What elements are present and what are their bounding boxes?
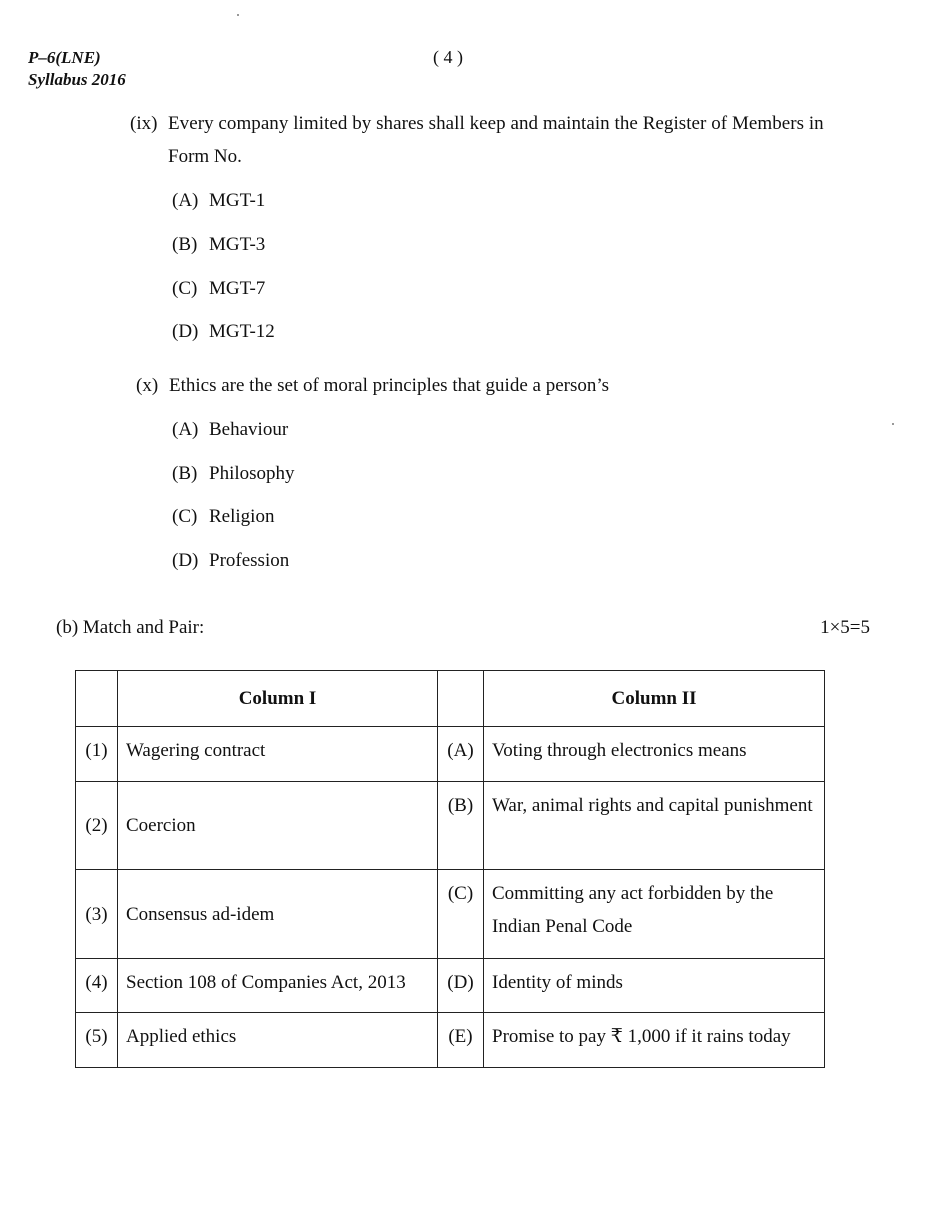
column1-cell: Consensus ad-idem xyxy=(118,870,438,959)
question-number: (x) xyxy=(136,375,159,396)
option-d xyxy=(172,320,275,344)
option-text: Behaviour xyxy=(209,419,289,440)
option-text: Religion xyxy=(209,506,275,527)
option-label: (A) xyxy=(172,190,199,211)
table-header-row xyxy=(76,671,825,727)
header-blank xyxy=(438,671,484,727)
row-number: (1) xyxy=(76,727,118,782)
scan-speck xyxy=(892,423,894,425)
option-a xyxy=(172,418,288,442)
match-pair-heading: (b) Match and Pair: xyxy=(56,617,205,638)
option-text: MGT-12 xyxy=(209,321,275,342)
column1-cell: Applied ethics xyxy=(118,1013,438,1068)
table-row xyxy=(76,959,825,1013)
paper-code: P–6(LNE) xyxy=(28,48,101,67)
table-row xyxy=(76,727,825,782)
row-letter: (E) xyxy=(438,1013,484,1068)
table-row xyxy=(76,1013,825,1068)
syllabus-year: Syllabus 2016 xyxy=(28,70,126,89)
row-letter: (A) xyxy=(438,727,484,782)
option-text: MGT-3 xyxy=(209,234,266,255)
option-label: (D) xyxy=(172,321,199,342)
column2-cell: Promise to pay ₹ 1,000 if it rains today xyxy=(484,1013,825,1068)
option-b xyxy=(172,233,265,257)
column2-cell: War, animal rights and capital punishment xyxy=(484,782,825,870)
page-number: ( 4 ) xyxy=(433,47,463,67)
option-b xyxy=(172,462,295,486)
scan-speck xyxy=(237,14,239,16)
marks: 1×5=5 xyxy=(820,617,870,638)
row-number: (3) xyxy=(76,870,118,959)
option-label: (C) xyxy=(172,278,198,299)
row-letter: (C) xyxy=(438,870,484,959)
column1-header: Column I xyxy=(118,671,438,727)
column2-cell: Committing any act forbidden by the Indian Penal Code xyxy=(484,870,825,959)
option-label: (C) xyxy=(172,506,198,527)
option-label: (A) xyxy=(172,419,199,440)
table-row xyxy=(76,782,825,870)
option-text: Profession xyxy=(209,550,290,571)
column2-cell: Identity of minds xyxy=(484,959,825,1013)
question-text: Ethics are the set of moral principles that guide a person’s xyxy=(169,375,610,396)
row-number: (2) xyxy=(76,782,118,870)
option-a xyxy=(172,189,265,213)
row-letter: (B) xyxy=(438,782,484,870)
question-text: Every company limited by shares shall keep and maintain the Register of Members in xyxy=(168,113,824,134)
option-label: (D) xyxy=(172,550,199,571)
table-row xyxy=(76,870,825,959)
option-c xyxy=(172,277,265,301)
option-text: Philosophy xyxy=(209,463,295,484)
option-label: (B) xyxy=(172,463,198,484)
column2-header: Column II xyxy=(484,671,825,727)
option-text: MGT-7 xyxy=(209,278,266,299)
column1-cell: Section 108 of Companies Act, 2013 xyxy=(118,959,438,1013)
option-d xyxy=(172,549,289,573)
option-text: MGT-1 xyxy=(209,190,266,211)
header-blank xyxy=(76,671,118,727)
column1-cell: Wagering contract xyxy=(118,727,438,782)
row-number: (5) xyxy=(76,1013,118,1068)
option-c xyxy=(172,505,274,529)
row-letter: (D) xyxy=(438,959,484,1013)
question-text-cont: Form No. xyxy=(168,146,242,167)
match-table xyxy=(75,670,825,1068)
question-number: (ix) xyxy=(130,113,158,134)
option-label: (B) xyxy=(172,234,198,255)
column2-cell: Voting through electronics means xyxy=(484,727,825,782)
column1-cell: Coercion xyxy=(118,782,438,870)
row-number: (4) xyxy=(76,959,118,1013)
